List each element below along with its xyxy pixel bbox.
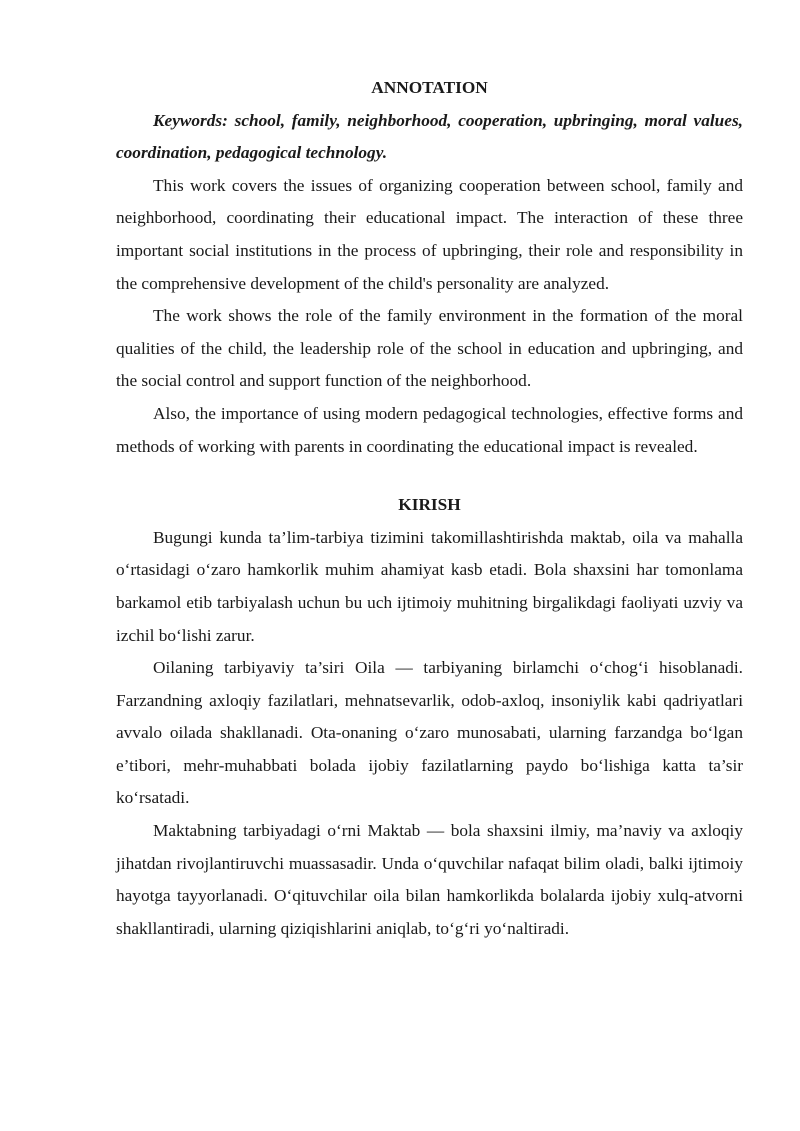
kirish-heading: KIRISH [398, 495, 461, 515]
kirish-paragraph-2: Oilaning tarbiyaviy ta’siri Oila — tarbiyaning birlamchi o‘chog‘i hisoblanadi. Farzandning axloqiy fazilatlari, mehnatsevarlik, odob-axloq, insoniylik kabi qadriyatlari avvalo oilada shakllanadi. Ota-onaning o‘zaro munosabati, ularning farzandga bo‘lgan e’tibori, mehr-muhabbati bolada ijobiy fazilatlarning paydo bo‘lishiga katta ta’sir ko‘rsatadi. [116, 658, 743, 808]
document-page [116, 72, 743, 945]
keywords-paragraph: Keywords: school, family, neighborhood, cooperation, upbringing, moral values, coordination, pedagogical technology. [116, 110, 743, 163]
annotation-paragraph-3: Also, the importance of using modern pedagogical technologies, effective forms and methods of working with parents in coordinating the educational impact is revealed. [116, 403, 743, 456]
annotation-heading: ANNOTATION [371, 78, 488, 97]
annotation-paragraph-1: This work covers the issues of organizing cooperation between school, family and neighborhood, coordinating their educational impact. The interaction of these three important social institutions in the process of upbringing, their role and responsibility in the comprehensive development of the child's personality are analyzed. [116, 175, 743, 293]
annotation-paragraph-2: The work shows the role of the family environment in the formation of the moral qualities of the child, the leadership role of the school in education and upbringing, and the social control and support function of the neighborhood. [116, 306, 743, 391]
kirish-paragraph-3: Maktabning tarbiyadagi o‘rni Maktab — bola shaxsini ilmiy, ma’naviy va axloqiy jihatdan rivojlantiruvchi muassasadir. Unda o‘quvchilar nafaqat bilim oladi, balki ijtimoiy hayotga tayyorlanadi. O‘qituvchilar oila bilan hamkorlikda bolalarda ijobiy xulq-atvorni shakllantiradi, ularning qiziqishlarini aniqlab, to‘g‘ri yo‘naltiradi. [116, 821, 743, 938]
kirish-paragraph-1: Bugungi kunda ta’lim-tarbiya tizimini takomillashtirishda maktab, oila va mahalla o‘rtasidagi o‘zaro hamkorlik muhim ahamiyat kasb etadi. Bola shaxsini har tomonlama barkamol etib tarbiyalash uchun bu uch ijtimoiy muhitning birgalikdagi faoliyati uzviy va izchil bo‘lishi zarur. [116, 527, 743, 645]
